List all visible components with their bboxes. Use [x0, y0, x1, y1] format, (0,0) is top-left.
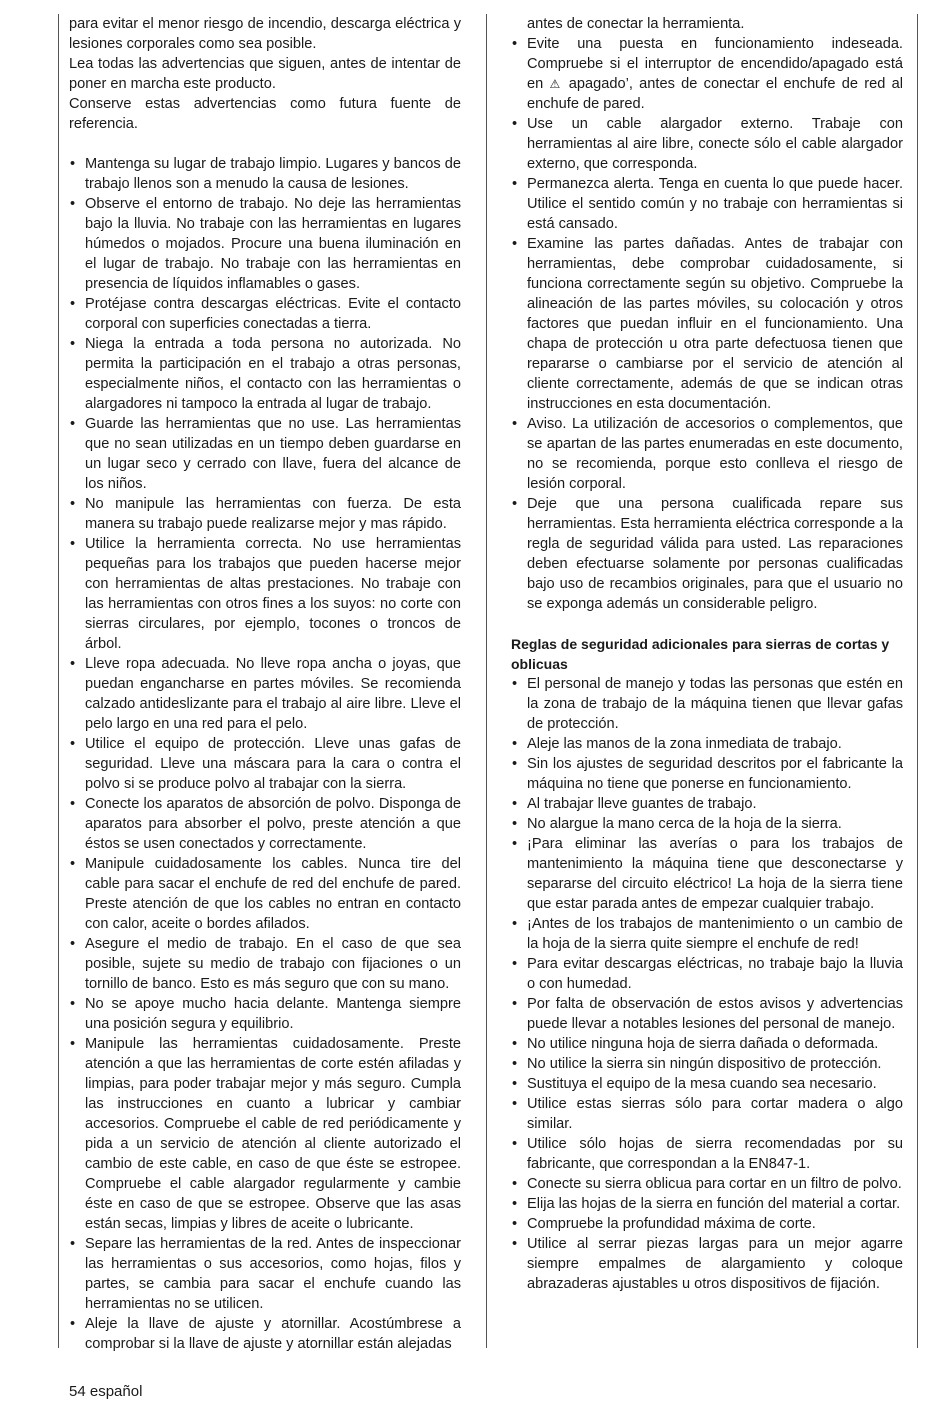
list-item: • Elija las hojas de la sierra en función del material a cortar.	[511, 1194, 903, 1214]
list-item: • Permanezca alerta. Tenga en cuenta lo que puede hacer. Utilice el sentido común y no trabaje con herramientas si está cansado.	[511, 174, 903, 234]
list-item: • Sustituya el equipo de la mesa cuando sea necesario.	[511, 1074, 903, 1094]
warning-triangle-icon: ⚠	[549, 77, 563, 91]
list-item: • No utilice ninguna hoja de sierra dañada o deformada.	[511, 1034, 903, 1054]
section-heading: Reglas de seguridad adicionales para sierras de cortas y oblicuas	[511, 636, 890, 672]
list-item: • Use un cable alargador externo. Trabaje con herramientas al aire libre, conecte sólo el cable alargador externo, que corresponda.	[511, 114, 903, 174]
left-column	[69, 14, 461, 1354]
paragraph-gap	[69, 134, 461, 154]
saw-safety-list	[511, 674, 903, 1294]
list-item: • Protéjase contra descargas eléctricas. Evite el contacto corporal con superficies conectadas a tierra.	[69, 294, 461, 334]
intro-paragraph: Lea todas las advertencias que siguen, antes de intentar de poner en marcha este producto.	[69, 56, 461, 92]
list-item: • Sin los ajustes de seguridad descritos por el fabricante la máquina no tiene que ponerse en funcionamiento.	[511, 754, 903, 794]
list-item	[511, 34, 903, 114]
list-item: • No utilice la sierra sin ningún dispositivo de protección.	[511, 1054, 903, 1074]
safety-list-continued	[511, 34, 903, 614]
list-item-text: Evite una puesta en funcionamiento indeseada. Compruebe si el interruptor de encendido/apagado está en	[527, 36, 903, 92]
list-item: • Observe el entorno de trabajo. No deje las herramientas bajo la lluvia. No trabaje con las herramientas en lugares húmedos o mojados. Procure una buena iluminación en el lugar de trabajo. No trabaje con las herramientas en presencia de líquidos inflamables o gases.	[69, 194, 461, 294]
column-rule-middle	[486, 14, 487, 1348]
list-item: • Lleve ropa adecuada. No lleve ropa ancha o joyas, que puedan engancharse en partes móviles. Se recomienda calzado antideslizante para el trabajo al aire libre. Lleve el pelo largo en una red para el pelo.	[69, 654, 461, 734]
list-item: • Utilice al serrar piezas largas para un mejor agarre siempre empalmes de alargamiento y coloque abrazaderas ajustables u otros dispositivos de fijación.	[511, 1234, 903, 1294]
list-item: • Aleje las manos de la zona inmediata de trabajo.	[511, 734, 903, 754]
list-item: • Separe las herramientas de la red. Antes de inspeccionar las herramientas o sus accesorios, como hojas, filos y partes, se cambia para sacar el enchufe cuando las herramientas no se utilicen.	[69, 1234, 461, 1314]
right-column	[511, 14, 903, 1294]
list-item: • ¡Para eliminar las averías o para los trabajos de mantenimiento la máquina tiene que desconectarse y separarse del circuito eléctrico! La hoja de la sierra tiene que estar parada antes de empezar cualquier trabajo.	[511, 834, 903, 914]
list-item: • Aviso. La utilización de accesorios o complementos, que se apartan de las partes enumeradas en este documento, no se recomienda, porque esto conlleva el riesgo de lesión corporal.	[511, 414, 903, 494]
list-item: • ¡Antes de los trabajos de mantenimiento o un cambio de la hoja de la sierra quite siempre el enchufe de red!	[511, 914, 903, 954]
list-item: • Utilice el equipo de protección. Lleve unas gafas de seguridad. Lleve una máscara para la cara o contra el polvo si se produce polvo al trabajar con la sierra.	[69, 734, 461, 794]
safety-list	[69, 154, 461, 1354]
continued-text: antes de conectar la herramienta.	[527, 16, 745, 32]
list-item: • Mantenga su lugar de trabajo limpio. Lugares y bancos de trabajo llenos son a menudo la causa de lesiones.	[69, 154, 461, 194]
list-item: • Deje que una persona cualificada repare sus herramientas. Esta herramienta eléctrica corresponde a la regla de seguridad válida para usted. Las reparaciones deben efectuarse solamente por personas cualificadas bajo uso de recambios originales, para que el usuario no se exponga además un considerable peligro.	[511, 494, 903, 614]
list-item: • Aleje la llave de ajuste y atornillar. Acostúmbrese a comprobar si la llave de ajuste y atornillar están alejadas	[69, 1314, 461, 1354]
list-item: • Examine las partes dañadas. Antes de trabajar con herramientas, debe comprobar cuidadosamente, si funciona correctamente según su objetivo. Compruebe la alineación de las partes móviles, su colocación y otros factores que puedan influir en el funcionamiento. Una chapa de protección u otra parte defectuosa tienen que repararse o cambiarse por el servicio de atención al cliente correctamente, además de que se indican otras instrucciones en esta documentación.	[511, 234, 903, 414]
list-item: • Niega la entrada a toda persona no autorizada. No permita la participación en el trabajo a otras personas, especialmente niños, el contacto con las herramientas o alargadores ni tampoco la entrada al lugar de trabajo.	[69, 334, 461, 414]
list-item: • Por falta de observación de estos avisos y advertencias puede llevar a notables lesiones del personal de manejo.	[511, 994, 903, 1034]
list-item: • Conecte su sierra oblicua para cortar en un filtro de polvo.	[511, 1174, 903, 1194]
list-item: • El personal de manejo y todas las personas que estén en la zona de trabajo de la máquina tienen que llevar gafas de protección.	[511, 674, 903, 734]
list-item: • No manipule las herramientas con fuerza. De esta manera su trabajo puede realizarse mejor y mas rápido.	[69, 494, 461, 534]
list-item: • Utilice sólo hojas de sierra recomendadas por su fabricante, que correspondan a la EN847-1.	[511, 1134, 903, 1174]
page-footer: 54 español	[69, 1383, 143, 1400]
list-item: • No alargue la mano cerca de la hoja de la sierra.	[511, 814, 903, 834]
column-rule-right	[917, 14, 918, 1348]
column-rule-left	[58, 14, 59, 1348]
list-item: • Manipule las herramientas cuidadosamente. Preste atención a que las herramientas de corte estén afiladas y limpias, para poder trabajar mejor y más seguro. Cumpla las instrucciones en cuanto a lubricar y cambiar accesorios. Compruebe el cable de red periódicamente y pida a un servicio de atención al cliente autorizado el cambio de este cable, en caso de que éste se estropee. Compruebe el cable alargador regularmente y cambie éste en caso de que se estropee. Observe que las asas están secas, limpias y libres de aceite o lubricante.	[69, 1034, 461, 1234]
list-item: • No se apoye mucho hacia delante. Mantenga siempre una posición segura y equilibrio.	[69, 994, 461, 1034]
list-item: • Guarde las herramientas que no use. Las herramientas que no sean utilizadas en un tiempo deben guardarse en un lugar seco y cerrado con llave, fuera del alcance de los niños.	[69, 414, 461, 494]
list-item: • Utilice la herramienta correcta. No use herramientas pequeñas para los trabajos que pueden hacerse mejor con herramientas de altas prestaciones. No trabaje con las herramientas con otros fines a los suyos: no corte con sierras circulares, por ejemplo, tocones o troncos de árbol.	[69, 534, 461, 654]
list-item: • Al trabajar lleve guantes de trabajo.	[511, 794, 903, 814]
list-item: • Manipule cuidadosamente los cables. Nunca tire del cable para sacar el enchufe de red del enchufe de pared. Preste atención de que los cables no entran en contacto con calor, aceite o bordes afilados.	[69, 854, 461, 934]
intro-paragraph: para evitar el menor riesgo de incendio, descarga eléctrica y lesiones corporales como sea posible.	[69, 16, 461, 52]
list-item: • Compruebe la profundidad máxima de corte.	[511, 1214, 903, 1234]
list-item-text: apagado’, antes de conectar el enchufe de red al enchufe de pared.	[527, 76, 903, 112]
list-item: • Para evitar descargas eléctricas, no trabaje bajo la lluvia o con humedad.	[511, 954, 903, 994]
intro-paragraph: Conserve estas advertencias como futura fuente de referencia.	[69, 96, 461, 132]
list-item: • Asegure el medio de trabajo. En el caso de que sea posible, sujete su medio de trabajo con fijaciones o un tornillo de banco. Esto es más seguro que con su mano.	[69, 934, 461, 994]
list-item: • Utilice estas sierras sólo para cortar madera o algo similar.	[511, 1094, 903, 1134]
list-item: • Conecte los aparatos de absorción de polvo. Disponga de aparatos para absorber el polvo, preste atención a que éstos se usen conectados y correctamente.	[69, 794, 461, 854]
